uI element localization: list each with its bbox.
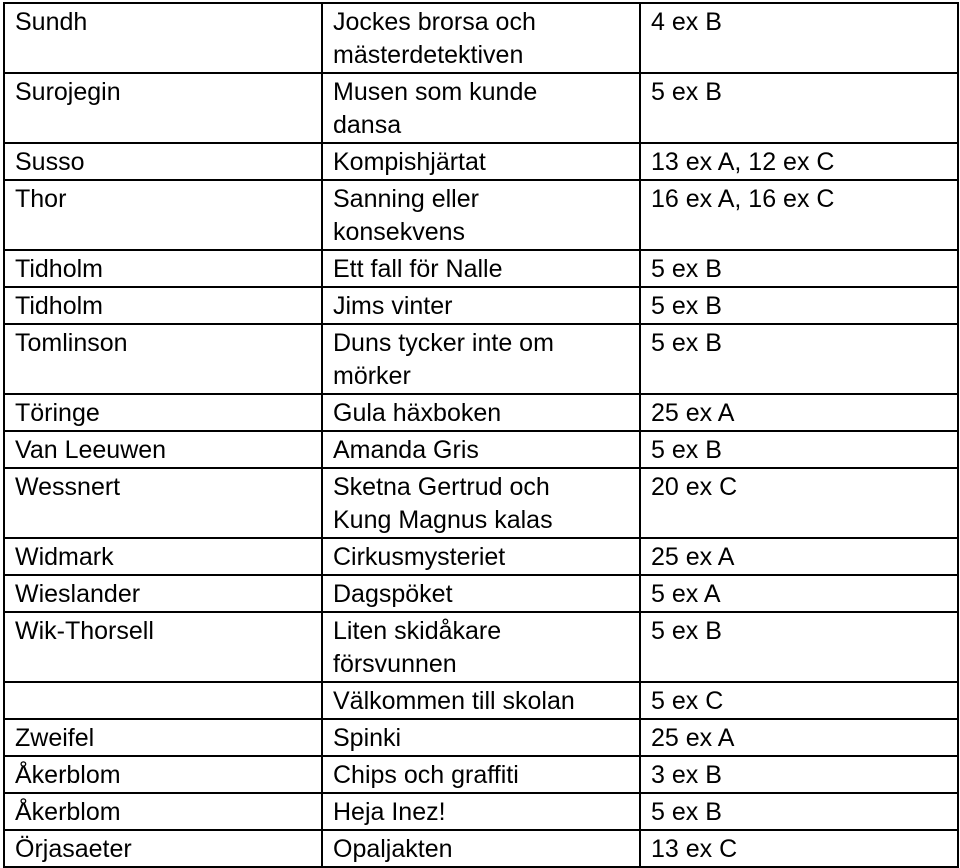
author-cell: Åkerblom xyxy=(4,793,322,830)
title-cell: Chips och graffiti xyxy=(322,756,640,793)
table-row xyxy=(4,287,958,324)
table-row xyxy=(4,3,958,73)
copies-cell: 5 ex B xyxy=(640,73,958,143)
table-row xyxy=(4,830,958,867)
author-cell: Tidholm xyxy=(4,250,322,287)
title-cell: Sanning eller konsekvens xyxy=(322,180,640,250)
copies-cell: 5 ex B xyxy=(640,612,958,682)
table-row xyxy=(4,612,958,682)
copies-cell: 25 ex A xyxy=(640,394,958,431)
title-cell: Musen som kunde dansa xyxy=(322,73,640,143)
title-cell: Spinki xyxy=(322,719,640,756)
copies-cell: 5 ex B xyxy=(640,793,958,830)
title-cell: Ett fall för Nalle xyxy=(322,250,640,287)
copies-cell: 5 ex B xyxy=(640,324,958,394)
title-cell: Amanda Gris xyxy=(322,431,640,468)
title-cell: Kompishjärtat xyxy=(322,143,640,180)
title-cell: Välkommen till skolan xyxy=(322,682,640,719)
table-row xyxy=(4,682,958,719)
copies-cell: 20 ex C xyxy=(640,468,958,538)
copies-cell: 3 ex B xyxy=(640,756,958,793)
author-cell: Töringe xyxy=(4,394,322,431)
copies-cell: 13 ex C xyxy=(640,830,958,867)
title-cell: Dagspöket xyxy=(322,575,640,612)
title-cell: Cirkusmysteriet xyxy=(322,538,640,575)
author-cell: Wessnert xyxy=(4,468,322,538)
title-cell: Heja Inez! xyxy=(322,793,640,830)
book-list-body xyxy=(4,3,958,867)
title-cell: Opaljakten xyxy=(322,830,640,867)
author-cell: Tomlinson xyxy=(4,324,322,394)
table-row xyxy=(4,324,958,394)
author-cell: Sundh xyxy=(4,3,322,73)
book-list-table xyxy=(3,2,959,868)
copies-cell: 5 ex B xyxy=(640,431,958,468)
copies-cell: 4 ex B xyxy=(640,3,958,73)
copies-cell: 5 ex B xyxy=(640,250,958,287)
copies-cell: 5 ex C xyxy=(640,682,958,719)
title-cell: Gula häxboken xyxy=(322,394,640,431)
table-row xyxy=(4,250,958,287)
author-cell: Widmark xyxy=(4,538,322,575)
table-row xyxy=(4,73,958,143)
title-cell: Jockes brorsa och mästerdetektiven xyxy=(322,3,640,73)
title-cell: Sketna Gertrud och Kung Magnus kalas xyxy=(322,468,640,538)
author-cell: Åkerblom xyxy=(4,756,322,793)
copies-cell: 25 ex A xyxy=(640,719,958,756)
table-row xyxy=(4,538,958,575)
table-row xyxy=(4,143,958,180)
copies-cell: 16 ex A, 16 ex C xyxy=(640,180,958,250)
table-row xyxy=(4,180,958,250)
author-cell: Örjasaeter xyxy=(4,830,322,867)
copies-cell: 5 ex B xyxy=(640,287,958,324)
author-cell: Wieslander xyxy=(4,575,322,612)
author-cell: Wik-Thorsell xyxy=(4,612,322,682)
title-cell: Liten skidåkare försvunnen xyxy=(322,612,640,682)
copies-cell: 25 ex A xyxy=(640,538,958,575)
copies-cell: 13 ex A, 12 ex C xyxy=(640,143,958,180)
title-cell: Duns tycker inte om mörker xyxy=(322,324,640,394)
copies-cell: 5 ex A xyxy=(640,575,958,612)
author-cell: Tidholm xyxy=(4,287,322,324)
author-cell: Surojegin xyxy=(4,73,322,143)
author-cell: Zweifel xyxy=(4,719,322,756)
title-cell: Jims vinter xyxy=(322,287,640,324)
table-row xyxy=(4,431,958,468)
table-row xyxy=(4,394,958,431)
author-cell: Van Leeuwen xyxy=(4,431,322,468)
table-row xyxy=(4,575,958,612)
table-row xyxy=(4,719,958,756)
author-cell: Thor xyxy=(4,180,322,250)
author-cell: Susso xyxy=(4,143,322,180)
table-row xyxy=(4,468,958,538)
author-cell xyxy=(4,682,322,719)
table-row xyxy=(4,756,958,793)
table-row xyxy=(4,793,958,830)
